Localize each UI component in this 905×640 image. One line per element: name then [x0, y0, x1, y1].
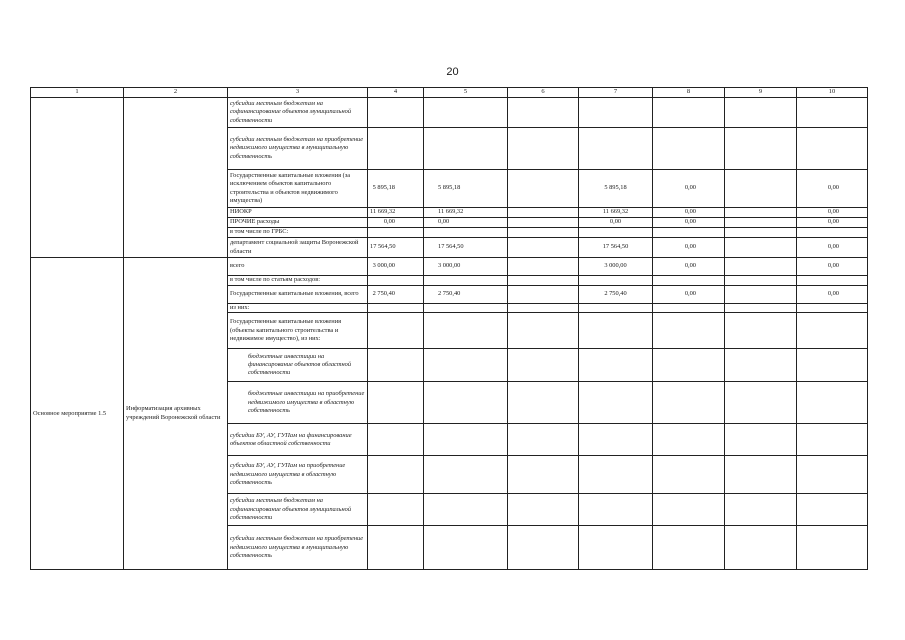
value-cell: 17 564,50 [424, 238, 508, 258]
value-cell [579, 276, 653, 286]
value-cell [508, 313, 579, 349]
value-cell [579, 494, 653, 526]
value-cell [653, 304, 725, 313]
value-cell [579, 382, 653, 424]
value-cell [797, 382, 868, 424]
value-cell [508, 208, 579, 218]
value-cell: 0,00 [653, 208, 725, 218]
value-cell [653, 526, 725, 570]
value-cell: 0,00 [797, 286, 868, 304]
value-cell [424, 228, 508, 238]
value-cell [653, 128, 725, 170]
value-cell [424, 424, 508, 456]
value-cell: 3 000,00 [368, 258, 424, 276]
value-cell: 0,00 [653, 238, 725, 258]
value-cell [508, 258, 579, 276]
table-row [31, 98, 868, 128]
value-cell [725, 228, 797, 238]
expense-item-label: бюджетные инвестиции на приобретение недвижимого имущества в областную собственность [228, 382, 368, 424]
value-cell [653, 424, 725, 456]
value-cell [424, 304, 508, 313]
value-cell [508, 218, 579, 228]
value-cell [424, 276, 508, 286]
expense-item-label: субсидии местным бюджетам на приобретение недвижимого имущества в муниципальную собственность [228, 526, 368, 570]
value-cell [653, 382, 725, 424]
value-cell [424, 98, 508, 128]
value-cell [725, 456, 797, 494]
value-cell [579, 98, 653, 128]
column-header: 5 [424, 88, 508, 98]
value-cell [579, 304, 653, 313]
value-cell [797, 349, 868, 382]
value-cell [424, 128, 508, 170]
value-cell [653, 349, 725, 382]
expense-item-label: субсидии местным бюджетам на приобретение недвижимого имущества в муниципальную собственность [228, 128, 368, 170]
value-cell [368, 382, 424, 424]
expense-item-label: ПРОЧИЕ расходы [228, 218, 368, 228]
value-cell [653, 313, 725, 349]
value-cell [797, 128, 868, 170]
value-cell [508, 228, 579, 238]
value-cell: 17 564,50 [579, 238, 653, 258]
activity-name: Основное мероприятие 1.5 [31, 258, 124, 570]
value-cell [797, 456, 868, 494]
expense-item-label: НИОКР [228, 208, 368, 218]
value-cell [368, 424, 424, 456]
value-cell [368, 304, 424, 313]
value-cell [653, 276, 725, 286]
value-cell [579, 228, 653, 238]
column-number-row [31, 88, 868, 98]
value-cell [797, 494, 868, 526]
value-cell [725, 208, 797, 218]
expense-item-label: в том числе по ГРБС: [228, 228, 368, 238]
value-cell [508, 349, 579, 382]
value-cell [725, 238, 797, 258]
value-cell [725, 258, 797, 276]
value-cell [368, 526, 424, 570]
expense-item-label: субсидии БУ, АУ, ГУПам на приобретение недвижимого имущества в областную собственность [228, 456, 368, 494]
value-cell: 2 750,40 [368, 286, 424, 304]
expense-item-label: субсидии местным бюджетам на софинансирование объектов муниципальной собственности [228, 494, 368, 526]
expense-item-label: бюджетные инвестиции на финансирование объектов областной собственности [228, 349, 368, 382]
value-cell: 0,00 [579, 218, 653, 228]
column-header: 7 [579, 88, 653, 98]
column-header: 10 [797, 88, 868, 98]
value-cell: 17 564,50 [368, 238, 424, 258]
value-cell [797, 526, 868, 570]
expense-item-label: Государственные капитальные вложения (объекты капитального строительства и недвижимое имущество), из них: [228, 313, 368, 349]
value-cell: 0,00 [797, 208, 868, 218]
value-cell: 5 895,18 [579, 170, 653, 208]
page-number: 20 [446, 66, 459, 78]
value-cell [424, 456, 508, 494]
value-cell: 0,00 [653, 170, 725, 208]
column-header: 6 [508, 88, 579, 98]
column-header: 8 [653, 88, 725, 98]
value-cell: 0,00 [653, 218, 725, 228]
value-cell [579, 424, 653, 456]
budget-table [30, 87, 868, 570]
executor-cell [124, 98, 228, 258]
value-cell: 0,00 [653, 258, 725, 276]
value-cell [797, 98, 868, 128]
value-cell [725, 382, 797, 424]
value-cell [508, 494, 579, 526]
value-cell [725, 424, 797, 456]
value-cell [368, 128, 424, 170]
value-cell [725, 349, 797, 382]
value-cell [424, 349, 508, 382]
value-cell [725, 276, 797, 286]
value-cell [797, 304, 868, 313]
value-cell [725, 286, 797, 304]
expense-item-label: в том числе по статьям расходов: [228, 276, 368, 286]
value-cell [653, 494, 725, 526]
value-cell [368, 276, 424, 286]
expense-item-label: всего [228, 258, 368, 276]
value-cell [579, 128, 653, 170]
value-cell [725, 304, 797, 313]
value-cell: 0,00 [797, 218, 868, 228]
expense-item-label: Государственные капитальные вложения (за исключением объектов капитального строительства и объектов недвижимого имущества) [228, 170, 368, 208]
value-cell [508, 304, 579, 313]
value-cell [725, 98, 797, 128]
value-cell [508, 286, 579, 304]
value-cell [508, 526, 579, 570]
value-cell: 11 669,32 [424, 208, 508, 218]
value-cell [508, 276, 579, 286]
value-cell: 11 669,32 [368, 208, 424, 218]
expense-item-label: субсидии БУ, АУ, ГУПам на финансирование объектов областной собственности [228, 424, 368, 456]
value-cell [725, 526, 797, 570]
value-cell: 3 000,00 [424, 258, 508, 276]
value-cell [653, 228, 725, 238]
value-cell: 11 669,32 [579, 208, 653, 218]
value-cell [797, 424, 868, 456]
value-cell: 0,00 [797, 258, 868, 276]
value-cell [725, 218, 797, 228]
value-cell [424, 313, 508, 349]
activity-description: Информатизация архивных учреждений Воронежской области [124, 258, 228, 570]
value-cell [797, 228, 868, 238]
value-cell [508, 382, 579, 424]
value-cell: 3 000,00 [579, 258, 653, 276]
column-header: 2 [124, 88, 228, 98]
value-cell [579, 313, 653, 349]
value-cell: 5 895,18 [424, 170, 508, 208]
value-cell [725, 128, 797, 170]
value-cell [368, 313, 424, 349]
column-header: 9 [725, 88, 797, 98]
column-header: 1 [31, 88, 124, 98]
expense-item-label: субсидии местным бюджетам на софинансирование объектов муниципальной собственности [228, 98, 368, 128]
value-cell [368, 98, 424, 128]
value-cell [653, 98, 725, 128]
value-cell: 2 750,40 [579, 286, 653, 304]
value-cell [508, 456, 579, 494]
value-cell [725, 313, 797, 349]
value-cell [725, 170, 797, 208]
value-cell [424, 494, 508, 526]
value-cell [368, 349, 424, 382]
column-header: 4 [368, 88, 424, 98]
value-cell: 0,00 [797, 170, 868, 208]
value-cell [368, 494, 424, 526]
value-cell: 2 750,40 [424, 286, 508, 304]
value-cell [653, 456, 725, 494]
value-cell [424, 382, 508, 424]
value-cell [424, 526, 508, 570]
value-cell [579, 456, 653, 494]
value-cell [508, 238, 579, 258]
value-cell: 0,00 [653, 286, 725, 304]
value-cell [368, 228, 424, 238]
expense-item-label: департамент социальной защиты Воронежской области [228, 238, 368, 258]
activity-cell [31, 98, 124, 258]
value-cell: 0,00 [797, 238, 868, 258]
value-cell: 0,00 [424, 218, 508, 228]
value-cell [508, 128, 579, 170]
expense-item-label: Государственные капитальные вложения, всего [228, 286, 368, 304]
value-cell [797, 276, 868, 286]
value-cell [579, 349, 653, 382]
table-row [31, 258, 868, 276]
value-cell: 0,00 [368, 218, 424, 228]
value-cell: 5 895,18 [368, 170, 424, 208]
value-cell [579, 526, 653, 570]
value-cell [368, 456, 424, 494]
value-cell [797, 313, 868, 349]
value-cell [725, 494, 797, 526]
column-header: 3 [228, 88, 368, 98]
value-cell [508, 98, 579, 128]
value-cell [508, 170, 579, 208]
expense-item-label: из них: [228, 304, 368, 313]
value-cell [508, 424, 579, 456]
